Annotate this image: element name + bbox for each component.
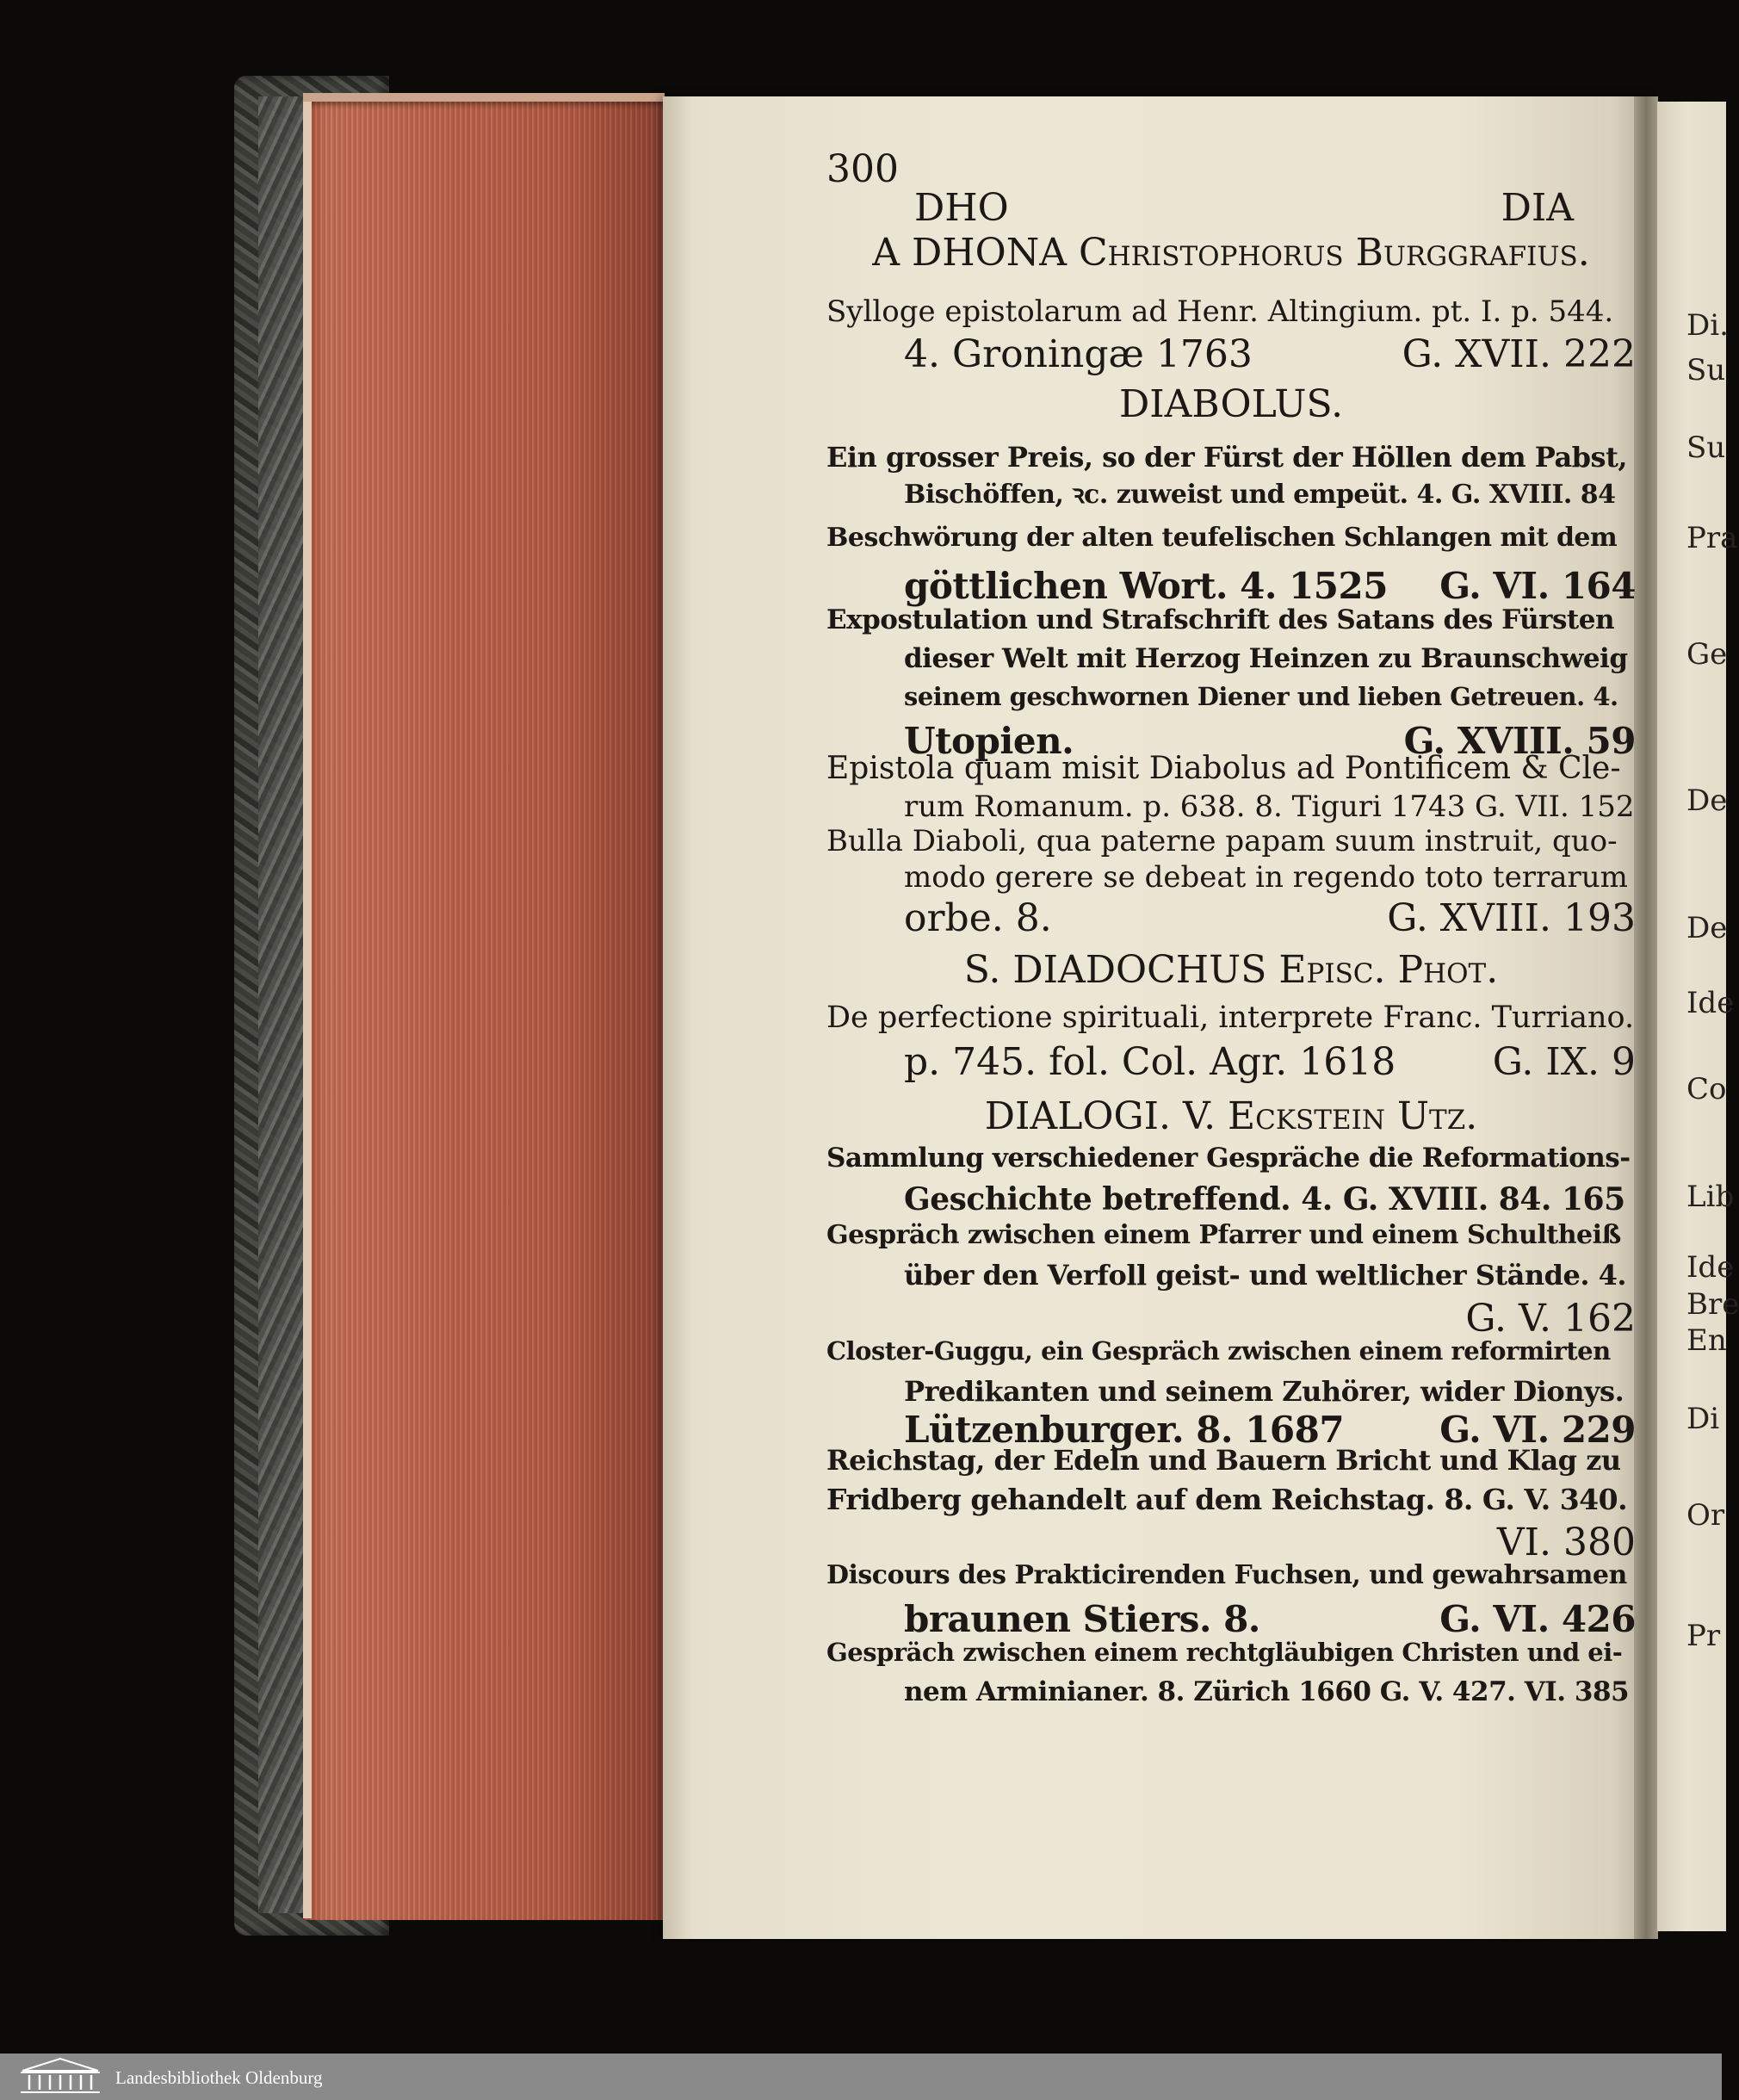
text-line: [904, 1040, 1636, 1087]
shelfmark: G. XVII. 222: [1402, 332, 1636, 376]
line-text: Reichstag, der Edeln und Bauern Bricht und Klag zu: [826, 1444, 1621, 1477]
library-footer: [0, 2054, 1722, 2100]
line-text: Expostulation und Strafschrift des Satans des Fürsten: [826, 604, 1614, 635]
library-name: Landesbibliothek Oldenburg: [115, 2067, 323, 2088]
line-text: Epistola quam misit Diabolus ad Pontificem & Cle-: [826, 751, 1621, 786]
facing-page-word: Ide: [1686, 1250, 1735, 1285]
facing-page-word: En: [1686, 1323, 1727, 1358]
text-line: [826, 525, 1636, 568]
facing-page-word: Or: [1686, 1498, 1725, 1533]
line-text: nem Arminianer. 8. Zürich 1660 G. V. 427. VI. 385: [904, 1676, 1630, 1707]
line-text: Sylloge epistolarum ad Henr. Altingium. pt. I. p. 544.: [826, 294, 1614, 329]
line-text: Discours des Prakticirenden Fuchsen, und gewahrsamen: [826, 1560, 1627, 1590]
line-text: Fridberg gehandelt auf dem Reichstag. 8. G. V. 340.: [826, 1483, 1628, 1516]
shelfmark: G. VI. 164: [1439, 565, 1636, 607]
line-text: Bischöffen, ꝛc. zuweist und empeüt. 4. G. XVIII. 84: [904, 480, 1616, 510]
line-text: seinem geschwornen Diener und lieben Getreuen. 4.: [904, 682, 1618, 711]
line-text: Utopien.: [904, 720, 1074, 762]
text-line: [904, 332, 1636, 379]
facing-page-word: De: [1686, 911, 1728, 945]
page-number: 300: [826, 147, 899, 191]
line-text: Lützenburger. 8. 1687: [904, 1409, 1345, 1451]
shelfmark: G. XVIII. 193: [1387, 896, 1636, 940]
line-text: göttlichen Wort. 4. 1525: [904, 565, 1388, 607]
facing-page-word: Ge: [1686, 637, 1728, 672]
book-gutter: [1634, 96, 1658, 1939]
line-text: über den Verfoll geist- und weltlicher Stände. 4.: [904, 1259, 1627, 1292]
text-line: [904, 896, 1636, 943]
shelfmark: G. IX. 9: [1492, 1040, 1636, 1084]
facing-page-word: Su: [1686, 353, 1726, 387]
line-text: Gespräch zwischen einem rechtgläubigen Christen und ei-: [826, 1638, 1623, 1667]
heading-text: S. DIADOCHUS Episc. Phot.: [963, 948, 1499, 992]
facing-page-fragment: [1657, 102, 1739, 1931]
running-head-right: DIA: [1501, 186, 1574, 230]
red-page-edges: [303, 102, 665, 1920]
heading-text: DIALOGI. V. Eckstein Utz.: [984, 1094, 1478, 1138]
line-text: De perfectione spirituali, interprete Franc. Turriano.: [826, 1000, 1635, 1035]
facing-page-word: Lib: [1686, 1180, 1735, 1214]
shelfmark: G. VI. 229: [1439, 1409, 1636, 1451]
heading-line: [826, 1094, 1636, 1141]
line-text: dieser Welt mit Herzog Heinzen zu Braunschweig: [904, 643, 1628, 674]
heading-line: [826, 231, 1636, 277]
facing-page-word: Pr: [1686, 1619, 1721, 1653]
facing-page-word: Pra: [1686, 521, 1738, 555]
shelfmark: VI. 380: [1496, 1521, 1636, 1564]
facing-page-word: Co: [1686, 1072, 1727, 1106]
line-text: Predikanten und seinem Zuhörer, wider Dionys.: [904, 1375, 1625, 1408]
line-text: rum Romanum. p. 638. 8. Tiguri 1743 G. VII. 152: [904, 790, 1635, 824]
facing-page-word: Di: [1686, 1402, 1720, 1436]
text-line: [904, 1676, 1636, 1722]
line-text: Gespräch zwischen einem Pfarrer und einem Schultheiß: [826, 1220, 1621, 1250]
shelfmark: G. VI. 426: [1439, 1598, 1636, 1640]
line-text: braunen Stiers. 8.: [904, 1598, 1260, 1640]
running-head-left: DHO: [914, 186, 1009, 230]
shelfmark: G. XVIII. 59: [1403, 720, 1636, 762]
line-text: Bulla Diaboli, qua paterne papam suum instruit, quo-: [826, 824, 1618, 858]
facing-page-word: Su: [1686, 431, 1726, 465]
library-building-icon: [17, 2057, 103, 2097]
line-text: 4. Groningæ 1763: [904, 332, 1253, 376]
facing-page-word: Di.: [1686, 308, 1729, 343]
facing-page-word: De: [1686, 784, 1728, 818]
facing-page-word: Bre: [1686, 1287, 1739, 1322]
text-line: [904, 482, 1636, 525]
line-text: modo gerere se debeat in regendo toto terrarum: [904, 860, 1628, 895]
facing-page-word: Ide: [1686, 986, 1735, 1020]
shelfmark: G. V. 162: [1465, 1297, 1636, 1341]
heading-text: A DHONA Christophorus Burggrafius.: [872, 231, 1590, 275]
line-text: Geschichte betreffend. 4. G. XVIII. 84. 165: [904, 1181, 1625, 1217]
page-block-edge: [303, 102, 312, 1918]
line-text: p. 745. fol. Col. Agr. 1618: [904, 1040, 1396, 1084]
heading-text: DIABOLUS.: [1118, 382, 1344, 426]
line-text: Ein grosser Preis, so der Fürst der Höllen dem Pabst,: [826, 441, 1627, 474]
line-text: Closter-Guggu, ein Gespräch zwischen einem reformirten: [826, 1336, 1611, 1366]
heading-line: [826, 382, 1636, 429]
line-text: Beschwörung der alten teufelischen Schlangen mit dem: [826, 523, 1618, 553]
heading-line: [826, 948, 1636, 994]
line-text: Sammlung verschiedener Gespräche die Reformations-: [826, 1143, 1631, 1174]
line-text: orbe. 8.: [904, 896, 1052, 940]
